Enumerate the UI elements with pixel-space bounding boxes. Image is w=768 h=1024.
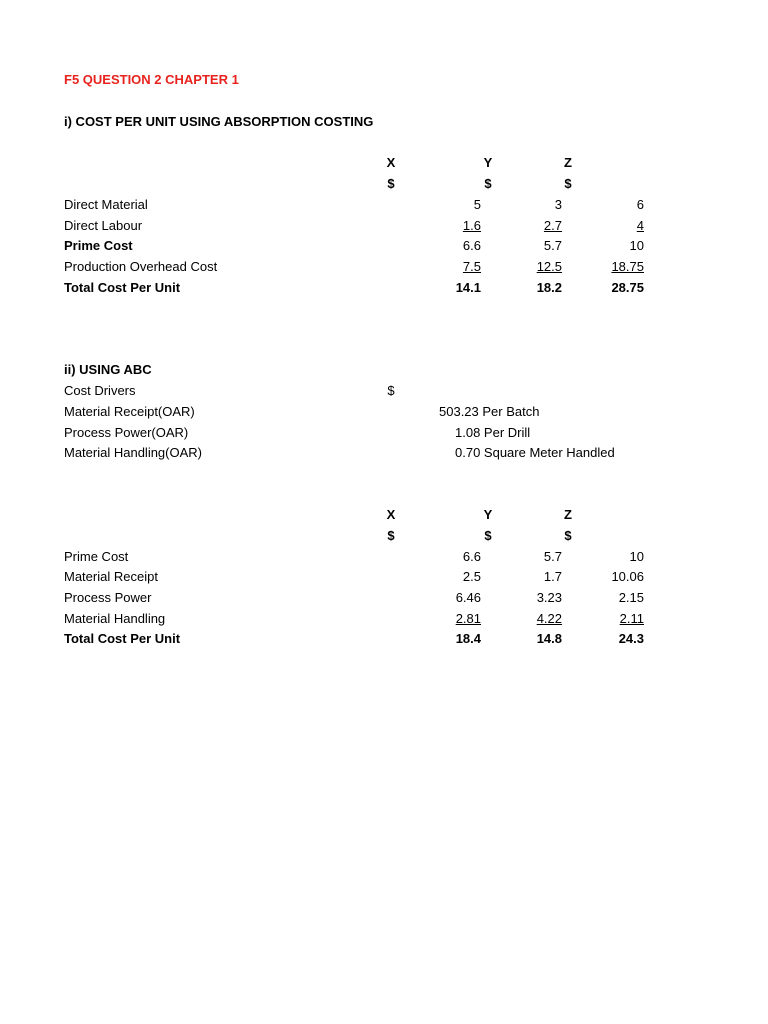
cell-value: 24.3 (618, 631, 644, 646)
row-label: Direct Material (64, 197, 148, 212)
cost-drivers-currency: $ (387, 383, 395, 398)
row-label: Total Cost Per Unit (64, 280, 181, 295)
cell-value: 2.11 (619, 611, 644, 626)
cell-value: 7.5 (462, 259, 481, 274)
currency-y: $ (484, 176, 492, 191)
cell-value: 3 (554, 197, 562, 212)
driver-value: 503.23 Per Batch (439, 404, 540, 419)
col-header-y: Y (483, 507, 493, 522)
page-title: F5 QUESTION 2 CHAPTER 1 (64, 72, 239, 87)
driver-value: 0.70 Square Meter Handled (455, 445, 615, 460)
cell-value: 4 (636, 218, 644, 233)
cell-value: 5 (473, 197, 481, 212)
cell-value: 1.6 (462, 218, 481, 233)
cell-value: 3.23 (536, 590, 562, 605)
driver-label: Material Handling(OAR) (64, 445, 202, 460)
row-label: Production Overhead Cost (64, 259, 218, 274)
row-label: Prime Cost (64, 549, 129, 564)
cell-value: 1.7 (543, 569, 562, 584)
col-header-z: Z (564, 155, 572, 170)
cell-value: 10.06 (611, 569, 644, 584)
cell-value: 5.7 (543, 549, 562, 564)
cell-value: 6.6 (462, 549, 481, 564)
cell-value: 28.75 (611, 280, 644, 295)
row-label: Prime Cost (64, 238, 133, 253)
driver-label: Process Power(OAR) (64, 425, 189, 440)
cell-value: 4.22 (536, 611, 562, 626)
cell-value: 18.4 (455, 631, 481, 646)
col-header-x: X (386, 155, 396, 170)
cell-value: 2.5 (462, 569, 481, 584)
cell-value: 10 (629, 549, 644, 564)
currency-z: $ (564, 528, 572, 543)
cost-drivers-label: Cost Drivers (64, 383, 136, 398)
cell-value: 6.6 (462, 238, 481, 253)
cell-value: 2.7 (543, 218, 562, 233)
section1-heading: i) COST PER UNIT USING ABSORPTION COSTING (64, 114, 374, 129)
col-header-y: Y (483, 155, 493, 170)
row-label: Material Receipt (64, 569, 158, 584)
currency-z: $ (564, 176, 572, 191)
driver-label: Material Receipt(OAR) (64, 404, 195, 419)
cell-value: 6.46 (455, 590, 481, 605)
cell-value: 10 (629, 238, 644, 253)
cell-value: 5.7 (543, 238, 562, 253)
cell-value: 2.15 (618, 590, 644, 605)
row-label: Total Cost Per Unit (64, 631, 181, 646)
row-label: Direct Labour (64, 218, 143, 233)
currency-y: $ (484, 528, 492, 543)
cell-value: 18.2 (536, 280, 562, 295)
cell-value: 14.1 (455, 280, 481, 295)
row-label: Material Handling (64, 611, 166, 626)
col-header-x: X (386, 507, 396, 522)
row-label: Process Power (64, 590, 152, 605)
section2-heading: ii) USING ABC (64, 362, 152, 377)
cell-value: 18.75 (611, 259, 644, 274)
cell-value: 2.81 (455, 611, 481, 626)
cell-value: 14.8 (536, 631, 562, 646)
driver-value: 1.08 Per Drill (455, 425, 531, 440)
currency-x: $ (387, 528, 395, 543)
cell-value: 12.5 (536, 259, 562, 274)
col-header-z: Z (564, 507, 572, 522)
cell-value: 6 (636, 197, 644, 212)
currency-x: $ (387, 176, 395, 191)
